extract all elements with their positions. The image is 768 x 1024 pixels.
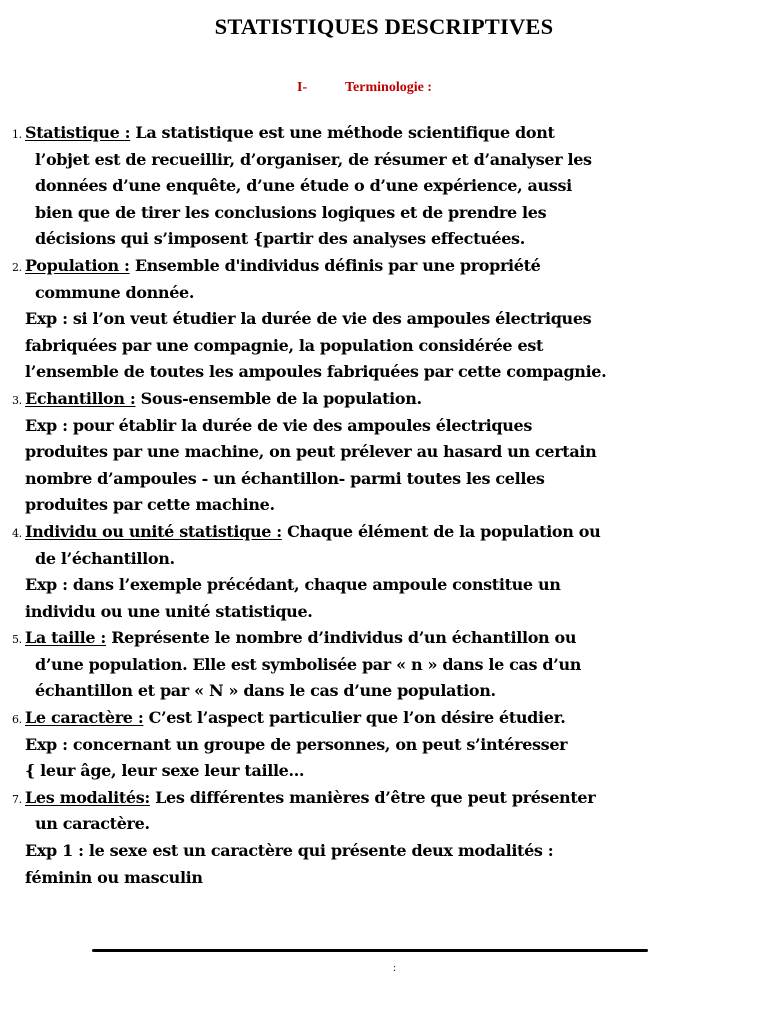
definition-text: l’objet est de recueillir, d’organiser, de résumer et d’analyser les (35, 149, 592, 169)
item-number: 1. (12, 128, 22, 141)
example-line: Exp : dans l’exemple précédant, chaque ampoule constitue un (25, 575, 561, 595)
definition-line (12, 678, 752, 705)
definition-item (12, 785, 752, 891)
example-line: l’ensemble de toutes les ampoules fabriquées par cette compagnie. (25, 362, 607, 382)
footer-rule (92, 949, 648, 952)
definition-first-line (12, 120, 752, 147)
definition-text: décisions qui s’imposent {partir des analyses effectuées. (35, 229, 525, 249)
item-number: 3. (12, 393, 22, 407)
definition-text: échantillon et par « N » dans le cas d’une population. (35, 681, 496, 701)
definition-line (12, 280, 752, 307)
definition-text: d’une population. Elle est symbolisée par « n » dans le cas d’un (35, 654, 582, 674)
definition-line (12, 173, 752, 200)
definition-item (12, 386, 752, 519)
example-line: Exp 1 : le sexe est un caractère qui présente deux modalités : (25, 841, 554, 861)
definition-text: Sous-ensemble de la population. (140, 388, 422, 408)
item-number: 2. (12, 260, 22, 274)
item-number: 5. (12, 633, 22, 647)
definition-text: données d’une enquête, d’une étude o d’une expérience, aussi (35, 176, 572, 196)
definition-text: bien que de tirer les conclusions logiques et de prendre les (35, 202, 547, 222)
definition-text: Les différentes manières d’être que peut présenter (155, 787, 596, 807)
term-label: Statistique : (25, 123, 131, 142)
definition-first-line (12, 519, 752, 546)
definition-first-line (12, 705, 752, 732)
example-line: produites par une machine, on peut prélever au hasard un certain (25, 442, 597, 462)
definition-text: de l’échantillon. (35, 548, 175, 568)
term-label: La taille : (25, 628, 106, 648)
section-heading (297, 80, 432, 96)
section-number: I- (297, 80, 308, 95)
example-line: féminin ou masculin (25, 867, 203, 887)
definition-line (12, 811, 752, 838)
definition-item (12, 625, 752, 705)
definition-line (12, 652, 752, 679)
page-title: STATISTIQUES DESCRIPTIVES (214, 14, 554, 39)
item-number: 6. (12, 713, 22, 727)
definition-item (12, 253, 752, 386)
example-line: Exp : si l’on veut étudier la durée de vie des ampoules électriques (25, 309, 592, 329)
definition-line (12, 200, 752, 227)
example-line: produites par cette machine. (25, 495, 275, 515)
definition-line (12, 546, 752, 573)
definition-line (12, 147, 752, 174)
page-footer-mark: : (393, 962, 397, 974)
definition-text: Ensemble d'individus définis par une propriété (134, 255, 541, 275)
example-line: nombre d’ampoules - un échantillon- parmi toutes les celles (25, 468, 545, 488)
term-label: Le caractère : (25, 708, 144, 728)
definition-text: Représente le nombre d’individus d’un échantillon ou (111, 628, 577, 648)
example-line: Exp : pour établir la durée de vie des ampoules électriques (25, 415, 533, 435)
definition-item (12, 120, 752, 253)
definition-item (12, 705, 752, 785)
definition-text: Chaque élément de la population ou (287, 521, 601, 541)
example-line: fabriquées par une compagnie, la population considérée est (25, 335, 544, 355)
term-label: Individu ou unité statistique : (25, 521, 282, 541)
definition-text: commune donnée. (35, 282, 195, 302)
section-label: Terminologie : (345, 80, 432, 95)
definition-text: C’est l’aspect particulier que l’on désire étudier. (148, 708, 566, 728)
definition-item (12, 519, 752, 625)
definition-text: un caractère. (35, 814, 150, 834)
example-line: Exp : concernant un groupe de personnes, on peut s’intéresser (25, 734, 568, 754)
definition-line (12, 226, 752, 253)
definition-text: La statistique est une méthode scientifique dont (135, 123, 555, 142)
definition-first-line (12, 253, 752, 280)
item-number: 4. (12, 526, 22, 540)
definition-first-line (12, 625, 752, 652)
item-number: 7. (12, 792, 22, 806)
term-label: Les modalités: (25, 787, 150, 807)
definition-first-line (12, 386, 752, 413)
definition-first-line (12, 785, 752, 812)
definitions-list (12, 120, 752, 891)
example-line: individu ou une unité statistique. (25, 601, 313, 621)
term-label: Population : (25, 255, 130, 275)
example-line: { leur âge, leur sexe leur taille… (25, 761, 305, 781)
term-label: Echantillon : (25, 388, 136, 408)
